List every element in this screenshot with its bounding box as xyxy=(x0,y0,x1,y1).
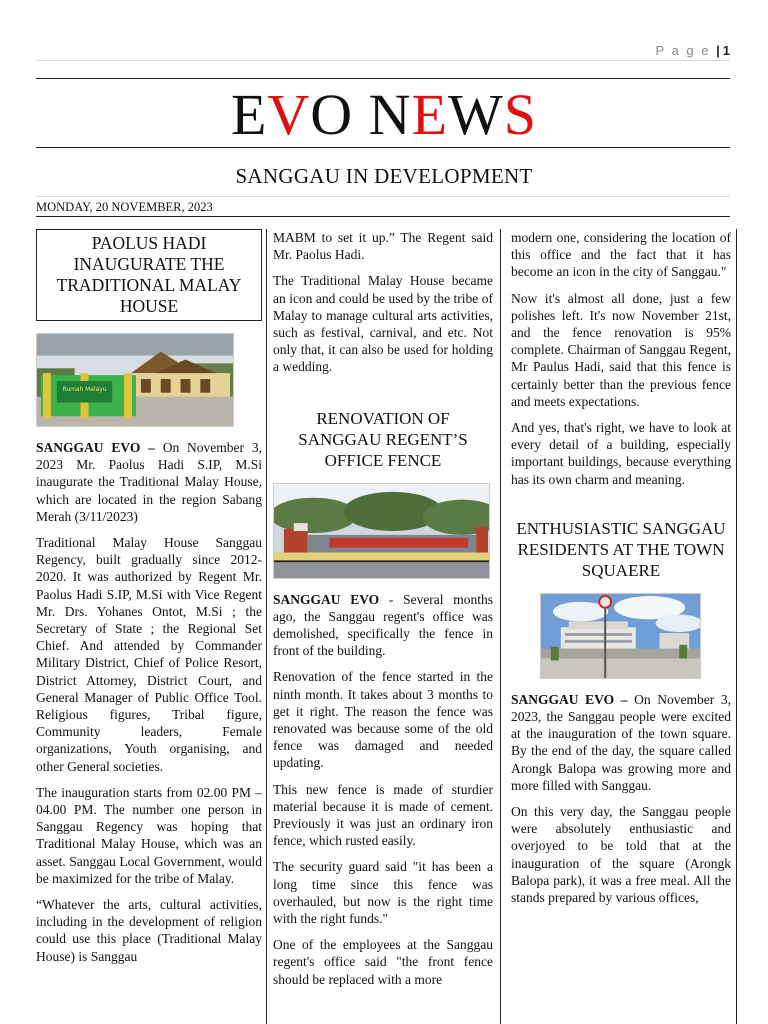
article-2-headline: RENOVATION OF SANGGAU REGENT’S OFFICE FENCE xyxy=(298,408,468,470)
column-2 xyxy=(273,229,493,1024)
article-1-paragraph: The inauguration starts from 02.00 PM – 04.00 PM. The number one person in Sanggau Regency was hoping that Traditional Malay House, which was an asset. Sanggau Local Government, would be maximized for the tribe of Malay. xyxy=(36,784,262,886)
malay-house-photo xyxy=(36,333,234,427)
article-2-paragraph: One of the employees at the Sanggau regent's office said "the front fence should be replaced with a more xyxy=(273,937,493,987)
article-1-paragraph: “Whatever the arts, cultural activities, including in the development of religion could use this place (Traditional Malay House) is Sanggau xyxy=(36,897,262,964)
masthead-bottom-rule xyxy=(36,147,730,148)
svg-text:Rumah Melayu: Rumah Melayu xyxy=(62,386,107,393)
article-3-paragraph: On this very day, the Sanggau people were absolutely enthusiastic and overjoyed to be told that at the inauguration of the square (Arongk Balopa park), it was a free meal. All the stands prepared by various offices, xyxy=(511,804,731,906)
article-2-paragraph: The security guard said "it has been a long time since this fence was overhauled, but now is the right time with the right funds." xyxy=(273,859,493,927)
article-2-dateline: SANGGAU EVO xyxy=(273,591,380,607)
page-separator: | xyxy=(716,43,720,58)
page-number-value: 1 xyxy=(722,43,730,58)
column-divider xyxy=(500,229,501,1024)
column-divider xyxy=(736,229,737,1024)
masthead-top-rule xyxy=(36,78,730,79)
article-1-paragraph: The Traditional Malay House became an icon and could be used by the tribe of Malay to manage cultural arts activities, such as festival, carnival, and etc. Not only that, it can also be used for holding a wedding. xyxy=(273,273,493,375)
article-2-paragraph: And yes, that's right, we have to look at every detail of a building, especially important buildings, because everything has its own charm and meaning. xyxy=(511,420,731,487)
masthead-title: EVO NEWS xyxy=(230,82,538,147)
date-rule xyxy=(36,216,730,217)
page-number xyxy=(656,43,730,58)
article-2-paragraph: SANGGAU EVO - Several months ago, the Sanggau regent's office was demolished, specifically the fence in front of the building. xyxy=(273,591,493,659)
article-3-headline: ENTHUSIASTIC SANGGAU RESIDENTS AT THE TOWN SQUAERE xyxy=(516,518,726,580)
article-1-paragraph: MABM to set it up.” The Regent said Mr. Paolus Hadi. xyxy=(273,230,493,263)
article-2-paragraph: modern one, considering the location of this office and the fact that it has become an icon in the city of Sanggau." xyxy=(511,230,731,280)
section-subtitle: SANGGAU IN DEVELOPMENT xyxy=(235,164,533,188)
subtitle-rule xyxy=(36,196,730,197)
town-square-photo xyxy=(540,593,701,679)
page-label: P a g e xyxy=(655,43,711,58)
article-3-paragraph: SANGGAU EVO – On November 3, 2023, the Sanggau people were excited at the inauguration of the town square. By the end of the day, the square called Arongk Balopa was growing more and more filled with Sanggau. xyxy=(511,691,731,793)
article-1-headline: PAOLUS HADI INAUGURATE THE TRADITIONAL MALAY HOUSE xyxy=(36,229,262,321)
column-1 xyxy=(36,229,262,1024)
issue-date: MONDAY, 20 NOVEMBER, 2023 xyxy=(36,200,213,214)
column-3 xyxy=(511,229,731,1024)
column-divider xyxy=(266,229,267,1024)
article-2-paragraph: This new fence is made of sturdier material because it is made of cement. Previously it was just an ordinary iron fence, which rusted easily. xyxy=(273,781,493,849)
regent-office-fence-photo xyxy=(273,483,490,579)
header-rule xyxy=(36,60,730,61)
article-2-paragraph: Now it's almost all done, just a few polishes left. It's now November 21st, and the fence renovation is 95% complete. Chairman of Sanggau Regent, Mr Paulus Hadi, said that this fence is certainly better than the previous fence and meets expectations. xyxy=(511,290,731,409)
article-1-dateline: SANGGAU EVO – xyxy=(36,440,155,455)
article-1-paragraph: Traditional Malay House Sanggau Regency, built gradually since 2012-2020. It was authorized by Regent Mr. Paolus Hadi S.IP, M.Si with Vice Regent Mr. Drs. Yohanes Ontot, M.Si ; the Secretary of State ; the Regional Set Chief. And attended by Commander Military District, Chief of Police Resort, District Attorney, District Court, and General Manager of Public Office Tool. Religious figures, Tribal figure, Community leaders, Female organizations, Youth organising, and other General societies. xyxy=(36,535,262,774)
article-3-dateline: SANGGAU EVO – xyxy=(511,691,628,707)
article-2-paragraph: Renovation of the fence started in the ninth month. It takes about 3 months to get it right. The reason the fence was renovated was because some of the old fence was damaged and needed updating. xyxy=(273,669,493,771)
article-1-paragraph: SANGGAU EVO – On November 3, 2023 Mr. Paolus Hadi S.IP, M.Si inaugurate the Traditional Malay House, which are located in the region Sabang Merah (3/11/2023) xyxy=(36,440,262,524)
